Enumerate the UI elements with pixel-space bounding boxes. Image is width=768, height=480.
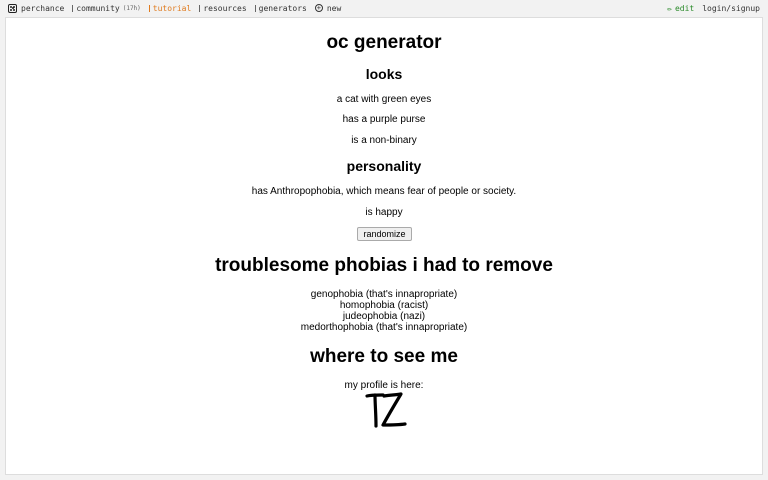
tutorial-label: tutorial	[152, 3, 192, 13]
personality-heading: personality	[346, 158, 422, 174]
nav-tutorial-link[interactable]	[149, 4, 192, 13]
tz-logo-icon	[361, 390, 409, 432]
nav-brand-link[interactable]	[8, 4, 64, 13]
nav-new-link[interactable]	[315, 4, 341, 13]
looks-line: a cat with green eyes	[336, 94, 432, 105]
list-item: genophobia (that's innapropriate)	[310, 289, 458, 300]
top-navigation-bar	[0, 0, 768, 16]
nav-edit-link[interactable]	[667, 4, 694, 13]
profile-text: my profile is here:	[344, 380, 424, 391]
community-icon	[72, 5, 73, 12]
resources-icon	[199, 5, 200, 12]
personality-line: is happy	[365, 207, 403, 218]
generator-output-frame	[5, 17, 763, 475]
page-title: oc generator	[326, 32, 442, 53]
where-heading: where to see me	[310, 346, 458, 367]
randomize-button[interactable]: randomize	[357, 227, 412, 241]
personality-line: has Anthropophobia, which means fear of people or society.	[251, 186, 517, 197]
edit-label: edit	[674, 3, 695, 13]
looks-line: has a purple purse	[342, 114, 426, 125]
login-label: login/signup	[702, 3, 760, 13]
generators-label: generators	[258, 3, 307, 13]
nav-left	[0, 4, 349, 13]
resources-label: resources	[203, 3, 247, 13]
nav-resources-link[interactable]	[199, 4, 246, 13]
plus-icon: +	[316, 3, 321, 12]
brand-label: perchance	[21, 3, 65, 13]
list-item: medorthophobia (that's innapropriate)	[300, 322, 468, 333]
looks-line: is a non-binary	[351, 135, 417, 146]
dice-icon	[8, 4, 17, 13]
tutorial-icon	[149, 5, 150, 12]
nav-right	[659, 0, 760, 16]
generators-icon	[255, 5, 256, 12]
new-label: new	[326, 3, 342, 13]
nav-generators-link[interactable]	[255, 4, 307, 13]
phobias-list	[6, 289, 762, 333]
community-label: community	[76, 3, 120, 13]
pencil-icon: ✏	[667, 3, 672, 13]
tz-logo-link[interactable]	[361, 390, 409, 437]
list-item: homophobia (racist)	[339, 300, 429, 311]
community-count: (17h)	[122, 4, 141, 12]
looks-heading: looks	[365, 66, 403, 82]
list-item: judeophobia (nazi)	[342, 311, 426, 322]
nav-community-link[interactable]	[72, 4, 140, 13]
nav-login-link[interactable]	[702, 4, 760, 13]
phobias-heading: troublesome phobias i had to remove	[215, 255, 553, 276]
